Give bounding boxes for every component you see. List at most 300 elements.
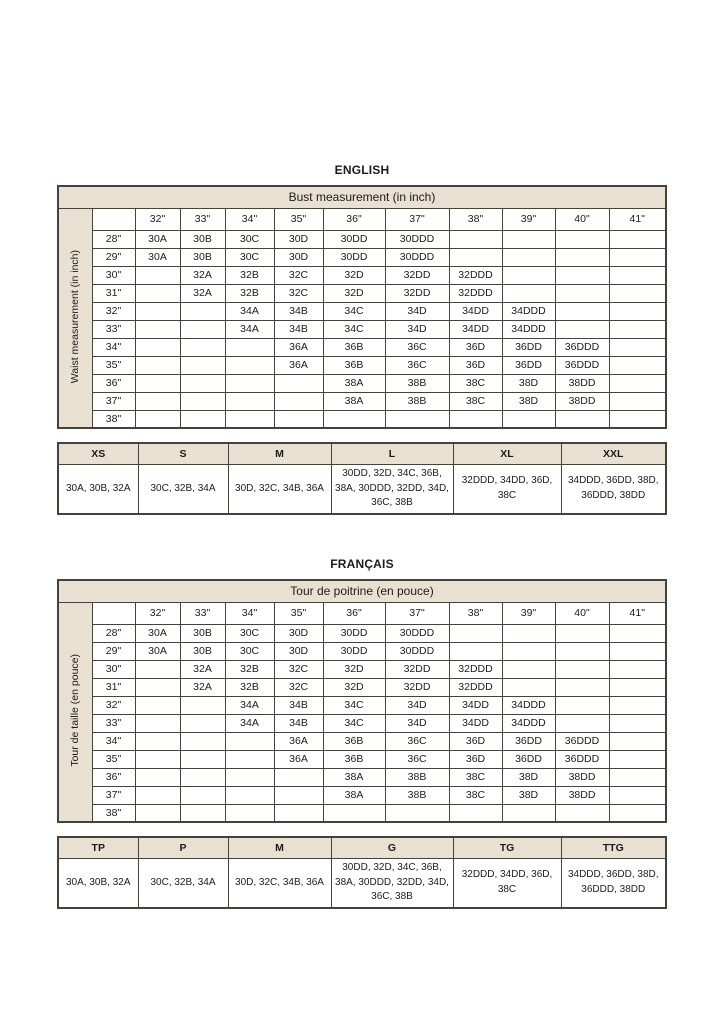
bra-size-cell: [135, 804, 180, 822]
bust-column-header: 32": [135, 602, 180, 624]
size-category-values: 32DDD, 34DD, 36D, 38C: [453, 464, 561, 514]
bra-size-cell: [180, 732, 225, 750]
matrix-row: [58, 302, 666, 320]
bra-size-cell: [502, 642, 555, 660]
bra-size-cell: [225, 374, 274, 392]
bra-size-cell: [449, 410, 502, 428]
bra-size-cell: 30B: [180, 642, 225, 660]
bra-size-cell: 30B: [180, 230, 225, 248]
bra-size-cell: [609, 660, 666, 678]
matrix-row: [58, 374, 666, 392]
bra-size-cell: [449, 230, 502, 248]
bra-size-cell: 38D: [502, 392, 555, 410]
bra-size-cell: [274, 392, 323, 410]
waist-value-cell: 32": [92, 696, 135, 714]
matrix-row: [58, 714, 666, 732]
bra-size-cell: [180, 786, 225, 804]
bra-size-cell: 30A: [135, 230, 180, 248]
bra-size-cell: [135, 750, 180, 768]
bra-size-cell: [609, 696, 666, 714]
bra-size-cell: 36B: [323, 750, 385, 768]
bra-size-cell: [385, 410, 449, 428]
bra-size-cell: [555, 714, 609, 732]
waist-value-cell: 38": [92, 804, 135, 822]
bra-size-cell: 36A: [274, 356, 323, 374]
matrix-row: [58, 786, 666, 804]
bust-column-header: 39": [502, 602, 555, 624]
bra-size-cell: 36D: [449, 356, 502, 374]
bust-measurement-header: Tour de poitrine (en pouce): [58, 580, 666, 602]
bra-size-cell: 32A: [180, 660, 225, 678]
size-category-values: 30DD, 32D, 34C, 36B, 38A, 30DDD, 32DD, 34D, 36C, 38B: [331, 464, 453, 514]
size-category-header: S: [138, 443, 228, 464]
bra-size-cell: 38DD: [555, 786, 609, 804]
bra-size-cell: [225, 392, 274, 410]
bra-size-cell: [502, 804, 555, 822]
bust-column-header: 41": [609, 208, 666, 230]
matrix-row: [58, 230, 666, 248]
bra-size-cell: [180, 804, 225, 822]
bra-size-cell: 38C: [449, 374, 502, 392]
bra-size-cell: [449, 804, 502, 822]
bra-size-cell: 30B: [180, 624, 225, 642]
waist-value-cell: 38": [92, 410, 135, 428]
bra-size-cell: [180, 410, 225, 428]
bra-size-cell: [609, 320, 666, 338]
bust-header-row: [58, 186, 666, 208]
bra-size-cell: [609, 410, 666, 428]
bra-size-cell: 32DDD: [449, 266, 502, 284]
bra-size-cell: 34B: [274, 696, 323, 714]
bra-size-cell: [180, 302, 225, 320]
size-category-header: XL: [453, 443, 561, 464]
bra-size-cell: [502, 678, 555, 696]
bra-size-cell: [180, 696, 225, 714]
bra-size-cell: 30D: [274, 230, 323, 248]
bra-size-cell: 34DD: [449, 696, 502, 714]
matrix-row: [58, 284, 666, 302]
waist-axis-label: Waist measurement (in inch): [69, 249, 82, 383]
bra-size-cell: [225, 732, 274, 750]
bra-size-cell: [502, 624, 555, 642]
bust-column-header: 33": [180, 208, 225, 230]
waist-value-cell: 34": [92, 338, 135, 356]
bra-size-cell: 38D: [502, 374, 555, 392]
bra-size-matrix: [57, 579, 667, 823]
bra-size-cell: 34DD: [449, 302, 502, 320]
size-category-header: L: [331, 443, 453, 464]
matrix-row: [58, 660, 666, 678]
bra-size-cell: 34DDD: [502, 714, 555, 732]
bra-size-cell: 34A: [225, 302, 274, 320]
matrix-row: [58, 320, 666, 338]
size-category-header-row: [58, 443, 666, 464]
matrix-row: [58, 768, 666, 786]
bra-size-cell: [555, 266, 609, 284]
section-french: [0, 557, 724, 909]
bra-size-cell: 30D: [274, 248, 323, 266]
bra-size-matrix: [57, 185, 667, 429]
bra-size-cell: 36DD: [502, 750, 555, 768]
bra-size-cell: [135, 678, 180, 696]
bra-size-cell: 32DD: [385, 266, 449, 284]
bra-size-cell: [555, 678, 609, 696]
bra-size-cell: 36DDD: [555, 732, 609, 750]
bra-size-cell: [609, 750, 666, 768]
bra-size-cell: 32B: [225, 284, 274, 302]
bra-size-cell: [135, 392, 180, 410]
bra-size-cell: 34B: [274, 714, 323, 732]
bra-size-cell: 32A: [180, 284, 225, 302]
bra-size-cell: 32D: [323, 284, 385, 302]
bra-size-cell: [555, 302, 609, 320]
bra-size-cell: [449, 624, 502, 642]
bra-size-cell: 38A: [323, 374, 385, 392]
bra-size-cell: [274, 804, 323, 822]
bra-size-cell: [180, 392, 225, 410]
bra-size-cell: 34C: [323, 714, 385, 732]
bust-column-header: 35": [274, 208, 323, 230]
bra-size-cell: [225, 410, 274, 428]
bra-size-cell: 34B: [274, 302, 323, 320]
bra-size-cell: 34DDD: [502, 320, 555, 338]
size-category-values: 30C, 32B, 34A: [138, 858, 228, 908]
bra-size-cell: 38DD: [555, 392, 609, 410]
bra-size-cell: [135, 660, 180, 678]
matrix-row: [58, 392, 666, 410]
bust-column-header: 34": [225, 208, 274, 230]
bra-size-cell: [135, 714, 180, 732]
bra-size-cell: [555, 660, 609, 678]
section-title: FRANÇAIS: [330, 557, 394, 571]
bra-size-cell: 34D: [385, 320, 449, 338]
bra-size-cell: 36D: [449, 338, 502, 356]
bra-size-cell: [502, 410, 555, 428]
bra-size-cell: 30C: [225, 248, 274, 266]
bra-size-cell: [225, 750, 274, 768]
waist-value-cell: 30": [92, 660, 135, 678]
matrix-row: [58, 750, 666, 768]
bra-size-cell: 38A: [323, 786, 385, 804]
bra-size-cell: 30C: [225, 642, 274, 660]
bra-size-cell: 38C: [449, 768, 502, 786]
bra-size-cell: 38D: [502, 768, 555, 786]
bra-size-cell: 30B: [180, 248, 225, 266]
corner-empty-cell: [92, 208, 135, 230]
bra-size-cell: [225, 804, 274, 822]
bra-size-cell: [555, 696, 609, 714]
waist-value-cell: 35": [92, 356, 135, 374]
bra-size-cell: 32C: [274, 660, 323, 678]
bra-size-cell: 30DD: [323, 248, 385, 266]
bra-size-cell: 36A: [274, 338, 323, 356]
size-category-header-row: [58, 837, 666, 858]
bra-size-cell: [555, 320, 609, 338]
bra-size-cell: [225, 768, 274, 786]
bra-size-cell: 38DD: [555, 374, 609, 392]
bra-size-cell: 30A: [135, 248, 180, 266]
bra-size-cell: [225, 356, 274, 374]
bra-size-cell: 34DD: [449, 320, 502, 338]
size-category-values: 30A, 30B, 32A: [58, 464, 138, 514]
bra-size-cell: 30DDD: [385, 642, 449, 660]
bra-size-cell: 32B: [225, 678, 274, 696]
bra-size-cell: 34D: [385, 714, 449, 732]
bra-size-cell: 34DDD: [502, 696, 555, 714]
bust-column-header: 38": [449, 602, 502, 624]
bra-size-cell: [609, 338, 666, 356]
bra-size-cell: 38B: [385, 392, 449, 410]
bust-header-row: [58, 580, 666, 602]
bra-size-cell: 30DD: [323, 642, 385, 660]
matrix-row: [58, 338, 666, 356]
bust-measurement-header: Bust measurement (in inch): [58, 186, 666, 208]
bra-size-cell: [323, 804, 385, 822]
bra-size-cell: [502, 660, 555, 678]
bra-size-cell: 36B: [323, 732, 385, 750]
bra-size-cell: [449, 642, 502, 660]
waist-value-cell: 36": [92, 768, 135, 786]
bra-size-cell: 36D: [449, 750, 502, 768]
bra-size-cell: 36DDD: [555, 338, 609, 356]
corner-empty-cell: [92, 602, 135, 624]
bust-column-header: 36": [323, 602, 385, 624]
bra-size-cell: 34DDD: [502, 302, 555, 320]
bra-size-cell: [180, 714, 225, 732]
bra-size-cell: 30D: [274, 624, 323, 642]
bra-size-cell: [609, 266, 666, 284]
size-category-header: P: [138, 837, 228, 858]
bra-size-cell: 30C: [225, 624, 274, 642]
size-category-values: 30D, 32C, 34B, 36A: [228, 464, 331, 514]
matrix-row: [58, 356, 666, 374]
bra-size-cell: 32A: [180, 266, 225, 284]
bra-size-cell: 32DD: [385, 660, 449, 678]
bust-column-header: 41": [609, 602, 666, 624]
bra-size-cell: 36DD: [502, 338, 555, 356]
bra-size-cell: [609, 302, 666, 320]
bra-size-cell: [502, 248, 555, 266]
bust-column-header: 37": [385, 208, 449, 230]
waist-value-cell: 32": [92, 302, 135, 320]
bra-size-cell: [135, 768, 180, 786]
bra-size-cell: [225, 338, 274, 356]
bra-size-cell: [274, 374, 323, 392]
section-english: [0, 163, 724, 515]
bra-size-cell: 34A: [225, 320, 274, 338]
bra-size-cell: 38B: [385, 768, 449, 786]
size-category-values: 34DDD, 36DD, 38D, 36DDD, 38DD: [561, 464, 666, 514]
size-category-header: TG: [453, 837, 561, 858]
bra-size-cell: 36DDD: [555, 750, 609, 768]
waist-axis-label-cell: [58, 602, 92, 822]
bra-size-cell: 38C: [449, 392, 502, 410]
waist-axis-label-cell: [58, 208, 92, 428]
size-category-values: 32DDD, 34DD, 36D, 38C: [453, 858, 561, 908]
size-category-header: G: [331, 837, 453, 858]
bra-size-cell: [385, 804, 449, 822]
size-category-header: M: [228, 837, 331, 858]
size-summary-table: [57, 442, 667, 515]
waist-value-cell: 34": [92, 732, 135, 750]
bust-column-header: 40": [555, 602, 609, 624]
size-summary-table: [57, 836, 667, 909]
bra-size-cell: [135, 786, 180, 804]
bra-size-cell: 36B: [323, 338, 385, 356]
bra-size-cell: [135, 338, 180, 356]
size-category-values: 30DD, 32D, 34C, 36B, 38A, 30DDD, 32DD, 34D, 36C, 38B: [331, 858, 453, 908]
column-header-row: [58, 602, 666, 624]
matrix-row: [58, 642, 666, 660]
bra-size-cell: [609, 678, 666, 696]
size-category-header: M: [228, 443, 331, 464]
bra-size-cell: 30DDD: [385, 230, 449, 248]
bra-size-cell: 34C: [323, 320, 385, 338]
bra-size-cell: 34D: [385, 696, 449, 714]
bra-size-cell: 36A: [274, 732, 323, 750]
size-category-values-row: [58, 464, 666, 514]
bra-size-cell: 30DDD: [385, 248, 449, 266]
bra-size-cell: [502, 230, 555, 248]
size-category-values: 30C, 32B, 34A: [138, 464, 228, 514]
bra-size-cell: 34C: [323, 302, 385, 320]
bra-size-cell: [135, 284, 180, 302]
column-header-row: [58, 208, 666, 230]
waist-value-cell: 31": [92, 284, 135, 302]
bra-size-cell: [555, 804, 609, 822]
bust-column-header: 40": [555, 208, 609, 230]
size-category-header: XXL: [561, 443, 666, 464]
matrix-row: [58, 696, 666, 714]
bra-size-cell: 36DDD: [555, 356, 609, 374]
bra-size-cell: [609, 642, 666, 660]
bra-size-cell: [609, 392, 666, 410]
bra-size-cell: 32A: [180, 678, 225, 696]
bra-size-cell: [180, 356, 225, 374]
bra-size-cell: [323, 410, 385, 428]
size-category-values: 30D, 32C, 34B, 36A: [228, 858, 331, 908]
bra-size-cell: 32DD: [385, 678, 449, 696]
bra-size-cell: [135, 696, 180, 714]
bra-size-cell: [135, 356, 180, 374]
bra-size-cell: [555, 230, 609, 248]
bra-size-cell: [555, 248, 609, 266]
bra-size-cell: 30D: [274, 642, 323, 660]
bra-size-cell: [135, 266, 180, 284]
size-category-header: TP: [58, 837, 138, 858]
waist-value-cell: 35": [92, 750, 135, 768]
bust-column-header: 33": [180, 602, 225, 624]
bra-size-cell: [180, 374, 225, 392]
bra-size-cell: 32C: [274, 266, 323, 284]
bra-size-cell: [609, 248, 666, 266]
bra-size-cell: [555, 284, 609, 302]
waist-value-cell: 28": [92, 624, 135, 642]
waist-value-cell: 33": [92, 714, 135, 732]
bra-size-cell: [180, 320, 225, 338]
bra-size-cell: [609, 374, 666, 392]
size-category-values: 34DDD, 36DD, 38D, 36DDD, 38DD: [561, 858, 666, 908]
bra-size-cell: [180, 768, 225, 786]
size-category-header: XS: [58, 443, 138, 464]
waist-value-cell: 30": [92, 266, 135, 284]
bra-size-cell: 36A: [274, 750, 323, 768]
bra-size-cell: 32DDD: [449, 284, 502, 302]
bust-column-header: 35": [274, 602, 323, 624]
bra-size-cell: 36C: [385, 750, 449, 768]
waist-value-cell: 37": [92, 786, 135, 804]
size-category-values: 30A, 30B, 32A: [58, 858, 138, 908]
bra-size-cell: 38B: [385, 786, 449, 804]
bra-size-cell: 36DD: [502, 356, 555, 374]
bra-size-cell: [135, 374, 180, 392]
bra-size-cell: [555, 624, 609, 642]
bra-size-cell: 32B: [225, 266, 274, 284]
bust-column-header: 36": [323, 208, 385, 230]
bra-size-cell: 34DD: [449, 714, 502, 732]
bust-column-header: 34": [225, 602, 274, 624]
matrix-row: [58, 248, 666, 266]
bra-size-cell: [609, 768, 666, 786]
bra-size-cell: 30DDD: [385, 624, 449, 642]
bra-size-cell: 32DD: [385, 284, 449, 302]
bra-size-cell: [225, 786, 274, 804]
bra-size-cell: [555, 410, 609, 428]
bra-size-cell: [135, 410, 180, 428]
bra-size-cell: 34A: [225, 714, 274, 732]
bra-size-cell: 38A: [323, 768, 385, 786]
bra-size-cell: 36DD: [502, 732, 555, 750]
bra-size-cell: 36B: [323, 356, 385, 374]
bra-size-cell: [135, 732, 180, 750]
bra-size-cell: 38D: [502, 786, 555, 804]
waist-value-cell: 31": [92, 678, 135, 696]
matrix-row: [58, 266, 666, 284]
waist-value-cell: 29": [92, 642, 135, 660]
bra-size-cell: [555, 642, 609, 660]
bra-size-cell: 36C: [385, 356, 449, 374]
bra-size-cell: 32B: [225, 660, 274, 678]
bra-size-cell: 32C: [274, 678, 323, 696]
bra-size-cell: 34B: [274, 320, 323, 338]
waist-value-cell: 37": [92, 392, 135, 410]
bra-size-cell: [180, 750, 225, 768]
section-title: ENGLISH: [334, 163, 390, 177]
bust-column-header: 39": [502, 208, 555, 230]
bra-size-cell: 36C: [385, 338, 449, 356]
bra-size-cell: 34D: [385, 302, 449, 320]
bra-size-cell: 38B: [385, 374, 449, 392]
bra-size-cell: 32D: [323, 266, 385, 284]
bra-size-cell: 38C: [449, 786, 502, 804]
bra-size-cell: [609, 804, 666, 822]
bra-size-cell: 32C: [274, 284, 323, 302]
matrix-row: [58, 410, 666, 428]
matrix-row: [58, 732, 666, 750]
bra-size-cell: 30DD: [323, 230, 385, 248]
matrix-row: [58, 678, 666, 696]
bra-size-cell: [502, 284, 555, 302]
bra-size-cell: 36D: [449, 732, 502, 750]
size-category-values-row: [58, 858, 666, 908]
bra-size-cell: [274, 786, 323, 804]
bra-size-cell: 38A: [323, 392, 385, 410]
bra-size-cell: [502, 266, 555, 284]
bra-size-cell: 30C: [225, 230, 274, 248]
waist-value-cell: 33": [92, 320, 135, 338]
matrix-row: [58, 804, 666, 822]
bra-size-cell: [135, 302, 180, 320]
